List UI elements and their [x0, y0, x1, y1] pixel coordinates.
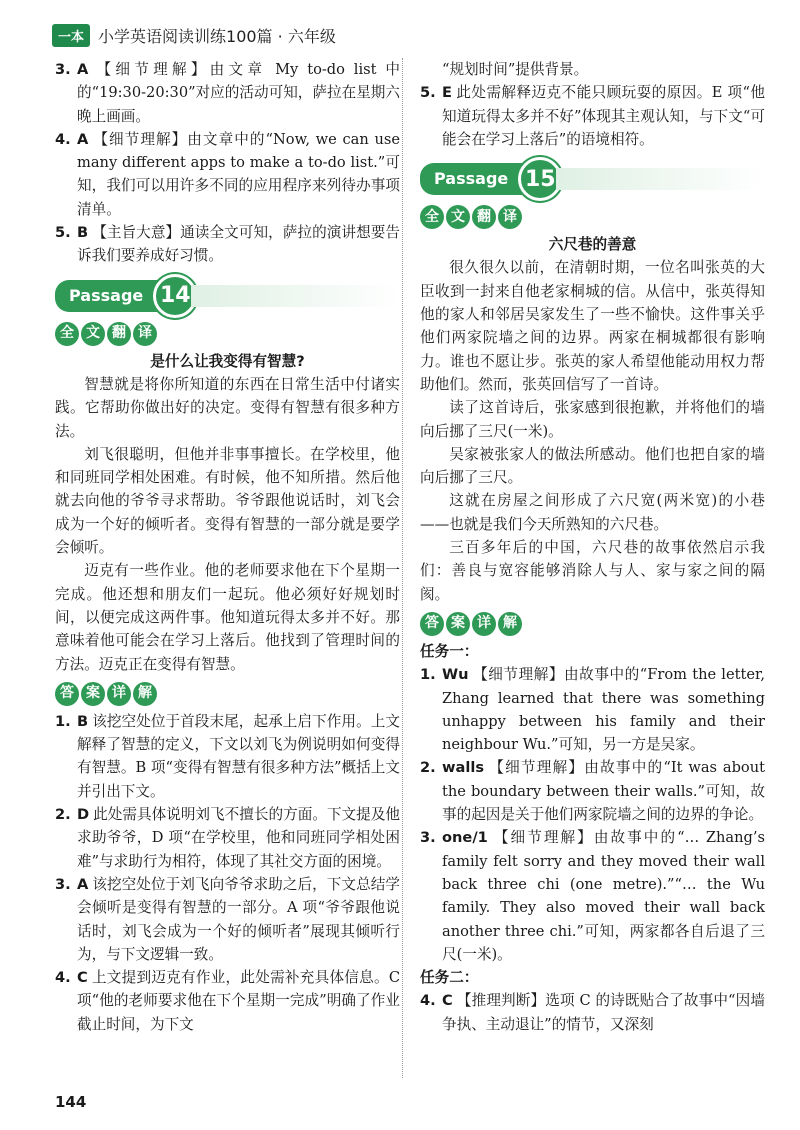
answer-item: 4. C 上文提到迈克有作业，此处需补充具体信息。C 项“他的老师要求他在下个星期一完成”明确了作业截止时间，为下文 [55, 969, 400, 1033]
paragraph: 刘飞很聪明，但他并非事事擅长。在学校里，他和同班同学相处困难。有时候，他不知所措。然后他就去向他的爷爷寻求帮助。爷爷跟他说话时，刘飞会成为一个好的倾听者。变得有智慧的一部分就是要学会倾听。 [55, 445, 400, 557]
answer-item: 1. Wu 【细节理解】由故事中的“From the letter, Zhang learned that there was something unhappy between his family and their neighbour Wu.”可知，另一方是吴家。 [420, 666, 765, 754]
series-logo: 一本 [52, 24, 90, 47]
answer-heading: 答 案 详 解 [55, 682, 400, 706]
passage-label: Passage [420, 163, 522, 195]
paragraph: 智慧就是将你所知道的东西在日常生活中付诸实践。它帮助你做出好的决定。变得有智慧有很多种方法。 [55, 375, 400, 440]
answer-item: 4. A 【细节理解】由文章中的“Now, we can use many different apps to make a to-do list.”可知，我们可以用许多不同的应用程序来列待办事项清单。 [55, 130, 400, 218]
paragraph: 这就在房屋之间形成了六尺宽(两米宽)的小巷——也就是我们今天所熟知的六尺巷。 [420, 492, 765, 533]
task-heading: 任务一： [420, 642, 479, 660]
answer-item: 3. one/1 【细节理解】由故事中的“… Zhang’s family felt sorry and they moved their wall back three chi (one metre).”“… the Wu family. They also moved their wall back another three chi.”可知，两家都各自后退了三尺(一米)。 [420, 829, 765, 963]
translation-heading: 全 文 翻 译 [420, 205, 765, 229]
answer-item: 5. E 此处需解释迈克不能只顾玩耍的原因。E 项“他知道玩得太多并不好”体现其主观认知，与下文“可能会在学习上落后”的语境相符。 [420, 84, 765, 148]
answer-item: 5. B 【主旨大意】通读全文可知，萨拉的演讲想要告诉我们要养成好习惯。 [55, 224, 400, 265]
paragraph: 吴家被张家人的做法所感动。他们也把自家的墙向后挪了三尺。 [420, 445, 765, 487]
passage-banner [420, 159, 765, 199]
column-divider [402, 58, 403, 1078]
translation-title: 六尺巷的善意 [548, 236, 637, 254]
page-header [52, 22, 336, 48]
answer-item: 4. C 【推理判断】选项 C 的诗既贴合了故事中“因墙争执、主动退让”的情节，又深刻 [420, 992, 765, 1033]
answer-heading: 答 案 详 解 [420, 612, 765, 636]
answer-item: 2. walls 【细节理解】由故事中的“It was about the boundary between their walls.”可知，故事的起因是关于他们两家院墙之间的边界的争论。 [420, 759, 765, 824]
paragraph: 迈克有一些作业。他的老师要求他在下个星期一完成。他还想和朋友们一起玩。他必须好好规划时间，以便完成这两件事。他知道玩得太多并不好。那意味着他可能会在学习上落后。他找到了管理时间的方法。迈克正在变得有智慧。 [55, 562, 400, 673]
translation-heading: 全 文 翻 译 [55, 322, 400, 346]
page-number: 144 [55, 1093, 87, 1111]
paragraph: 三百多年后的中国，六尺巷的故事依然启示我们：善良与宽容能够消除人与人、家与家之间的隔阂。 [420, 539, 765, 603]
task-heading: 任务二： [420, 969, 479, 987]
passage-number: 15 [518, 157, 562, 201]
continued-text: “规划时间”提供背景。 [442, 61, 589, 78]
answer-item: 2. D 此处需具体说明刘飞不擅长的方面。下文提及他求助爷爷，D 项“在学校里，他和同班同学相处困难”与求助行为相符，体现了其社交方面的困境。 [55, 806, 400, 870]
right-column [420, 58, 765, 1036]
paragraph: 读了这首诗后，张家感到很抱歉，并将他们的墙向后挪了三尺(一米)。 [420, 399, 765, 440]
book-title: 小学英语阅读训练100篇 · 六年级 [98, 26, 336, 46]
answer-item: 3. A 该挖空处位于刘飞向爷爷求助之后，下文总结学会倾听是变得有智慧的一部分。A 项“爷爷跟他说话时，刘飞会成为一个好的倾听者”展现其倾听行为，与下文逻辑一致。 [55, 875, 400, 963]
left-column [55, 58, 400, 1036]
answer-item: 3. A 【细节理解】由文章 My to-do list 中的“19:30-20:30”对应的活动可知，萨拉在星期六晚上画画。 [55, 61, 400, 125]
translation-title: 是什么让我变得有智慧? [150, 352, 305, 370]
answer-item: 1. B 该挖空处位于首段末尾，起承上启下作用。上文解释了智慧的定义，下文以刘飞为例说明如何变得有智慧。B 项“变得有智慧有很多种方法”概括上文并引出下文。 [55, 712, 400, 800]
passage-number: 14 [153, 274, 197, 318]
passage-label: Passage [55, 280, 157, 312]
paragraph: 很久很久以前，在清朝时期，一位名叫张英的大臣收到一封来自他老家桐城的信。从信中，张英得知他的家人和邻居吴家发生了一些不愉快。这件事关乎他们两家院墙之间的边界。两家在桐城都很有影响力。谁也不愿让步。张英的家人希望他能动用权力帮助他们。然而，张英回信写了一首诗。 [420, 259, 765, 393]
passage-banner [55, 276, 400, 316]
